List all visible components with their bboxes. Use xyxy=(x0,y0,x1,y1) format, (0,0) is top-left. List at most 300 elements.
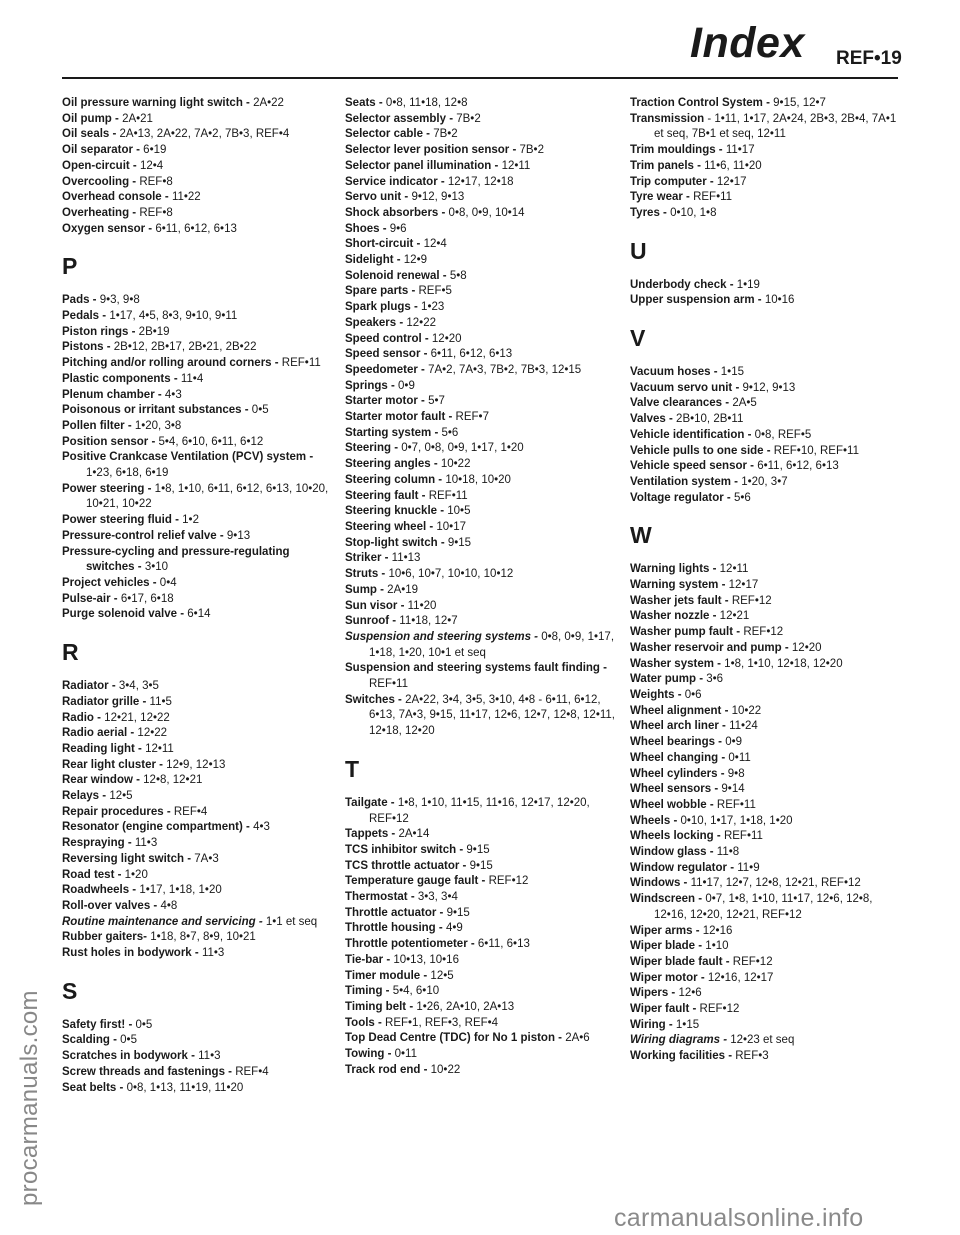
index-entry xyxy=(345,1063,617,1079)
index-entry xyxy=(345,175,617,191)
page-header xyxy=(0,0,960,80)
index-term: Tappets - xyxy=(345,828,399,841)
index-pages: 10•13, 10•16 xyxy=(393,953,459,966)
index-entry xyxy=(62,388,334,404)
index-term: Vacuum servo unit - xyxy=(630,381,743,394)
index-pages: 5•8 xyxy=(449,269,467,282)
index-entry xyxy=(345,614,617,630)
index-entry xyxy=(345,159,617,175)
index-pages: 5•4, 6•10, 6•11, 6•12 xyxy=(158,435,264,448)
index-term: Sidelight - xyxy=(345,254,404,267)
index-entry xyxy=(345,410,617,426)
index-entry xyxy=(630,190,902,206)
index-term: Tyres - xyxy=(630,206,671,219)
index-entry xyxy=(345,190,617,206)
index-term: Washer system - xyxy=(630,657,725,670)
index-entry xyxy=(630,625,902,641)
index-term: Oil seals - xyxy=(62,128,120,141)
index-term: Rust holes in bodywork - xyxy=(62,947,202,960)
index-pages: 9•14 xyxy=(721,783,745,796)
index-entry xyxy=(345,504,617,520)
index-term: Timing - xyxy=(345,985,393,998)
index-entry xyxy=(345,237,617,253)
index-term: Rear window - xyxy=(62,774,144,787)
index-term: Relays - xyxy=(62,790,110,803)
page-reference: REF•19 xyxy=(836,48,902,69)
index-term: Starter motor - xyxy=(345,395,429,408)
index-term: Speedometer - xyxy=(345,363,429,376)
index-term: Short-circuit - xyxy=(345,238,424,251)
index-entry xyxy=(62,482,334,513)
index-pages: 4•8 xyxy=(160,899,178,912)
index-pages: 11•17 xyxy=(725,144,755,157)
index-term: Open-circuit - xyxy=(62,159,140,172)
index-entry xyxy=(345,426,617,442)
index-entry xyxy=(62,883,334,899)
index-pages: 2A•21 xyxy=(122,112,153,125)
index-term: Overheating - xyxy=(62,206,140,219)
index-entry xyxy=(62,159,334,175)
index-entry xyxy=(630,845,902,861)
index-term: Solenoid renewal - xyxy=(345,269,450,282)
index-pages: 1•1 et seq xyxy=(265,915,318,928)
index-term: Wheel changing - xyxy=(630,751,729,764)
index-pages: 6•14 xyxy=(187,608,211,621)
index-pages: 11•18, 12•7 xyxy=(399,615,458,628)
index-pages: 9•12, 9•13 xyxy=(742,381,796,394)
index-entry xyxy=(630,1002,902,1018)
index-term: Speakers - xyxy=(345,316,407,329)
index-pages: 10•17 xyxy=(436,520,466,533)
index-term: Roll-over valves - xyxy=(62,899,161,912)
index-term: Throttle actuator - xyxy=(345,906,447,919)
index-term: Power steering fluid - xyxy=(62,514,183,527)
index-pages: REF•8 xyxy=(139,175,173,188)
index-entry xyxy=(62,419,334,435)
index-term: Overhead console - xyxy=(62,191,172,204)
index-term: Window glass - xyxy=(630,846,717,859)
index-pages: REF•4 xyxy=(235,1065,269,1078)
index-term: Position sensor - xyxy=(62,435,159,448)
index-entry xyxy=(630,751,902,767)
index-term: Vehicle identification - xyxy=(630,428,755,441)
index-term: Oil pump - xyxy=(62,112,123,125)
index-pages: 12•11 xyxy=(719,563,749,576)
index-term: Upper suspension arm - xyxy=(630,294,765,307)
index-term: Piston rings - xyxy=(62,325,139,338)
index-entry xyxy=(630,719,902,735)
index-entry xyxy=(345,253,617,269)
index-term: Striker - xyxy=(345,552,392,565)
index-term: Speed sensor - xyxy=(345,348,431,361)
index-term: Wiper blade fault - xyxy=(630,955,733,968)
index-term: Selector panel illumination - xyxy=(345,159,502,172)
index-term: Project vehicles - xyxy=(62,576,160,589)
index-term: Plenum chamber - xyxy=(62,388,165,401)
index-pages: 12•9 xyxy=(403,254,427,267)
index-pages: 11•8 xyxy=(716,846,740,859)
index-pages: 9•13 xyxy=(226,529,251,542)
index-term: Windows - xyxy=(630,877,691,890)
index-term: Purge solenoid valve - xyxy=(62,608,188,621)
index-entry xyxy=(345,1016,617,1032)
index-term: Scratches in bodywork - xyxy=(62,1050,199,1063)
index-entry xyxy=(62,96,334,112)
index-term: Warning system - xyxy=(630,579,729,592)
index-entry xyxy=(630,829,902,845)
index-term: Reversing light switch - xyxy=(62,852,195,865)
index-pages: 2A•13, 2A•22, 7A•2, 7B•3, REF•4 xyxy=(119,128,290,141)
index-pages: 9•15, 12•7 xyxy=(773,97,826,109)
index-pages: 5•4, 6•10 xyxy=(392,985,440,998)
index-entry xyxy=(630,159,902,175)
index-pages: REF•3 xyxy=(735,1050,769,1063)
index-term: Shock absorbers - xyxy=(345,206,449,219)
index-pages: 12•21, 12•22 xyxy=(104,711,170,724)
index-term: Oil separator - xyxy=(62,144,144,157)
index-pages: 12•21 xyxy=(719,610,750,623)
index-entry xyxy=(345,332,617,348)
index-term: Voltage regulator - xyxy=(630,491,734,504)
index-entry xyxy=(62,868,334,884)
index-pages: 1•8, 1•10, 11•15, 11•16, 12•17, 12•20, REF•12 xyxy=(369,796,590,825)
index-entry xyxy=(630,1049,902,1065)
index-term: Tie-bar - xyxy=(345,953,394,966)
index-pages: 6•19 xyxy=(143,144,167,157)
side-watermark: procarmanuals.com xyxy=(16,990,43,1206)
index-entry xyxy=(62,372,334,388)
index-term: Towing - xyxy=(345,1048,395,1061)
index-entry xyxy=(62,325,334,341)
index-pages: 1•23 xyxy=(421,301,445,314)
index-entry xyxy=(345,96,617,112)
index-term: Radio aerial - xyxy=(62,727,138,740)
index-pages: REF•1, REF•3, REF•4 xyxy=(385,1016,499,1029)
index-term: Road test - xyxy=(62,868,125,881)
index-term: Resonator (engine compartment) - xyxy=(62,821,254,834)
index-pages: 11•3 xyxy=(201,947,225,960)
index-term: Wipers - xyxy=(630,987,679,1000)
header-rule xyxy=(62,77,898,79)
index-entry xyxy=(630,206,902,222)
index-entry xyxy=(630,924,902,940)
index-entry xyxy=(630,396,902,412)
index-entry xyxy=(630,672,902,688)
index-term: Windscreen - xyxy=(630,893,706,906)
index-entry xyxy=(345,921,617,937)
index-entry xyxy=(345,693,617,740)
index-pages: REF•12 xyxy=(699,1003,740,1016)
index-term: Wiper motor - xyxy=(630,971,708,984)
index-term: Spark plugs - xyxy=(345,301,422,314)
index-entry xyxy=(62,805,334,821)
index-pages: 0•8, 11•18, 12•8 xyxy=(385,97,468,109)
index-pages: REF•11 xyxy=(716,798,756,811)
index-pages: 12•4 xyxy=(139,159,164,172)
index-pages: 7B•2 xyxy=(433,128,458,141)
index-term: Pedals - xyxy=(62,310,110,323)
index-term: Starting system - xyxy=(345,426,442,439)
index-entry xyxy=(345,269,617,285)
index-term: Selector lever position sensor - xyxy=(345,144,520,157)
index-pages: 1•20, 3•7 xyxy=(741,475,788,488)
index-term: TCS inhibitor switch - xyxy=(345,843,467,856)
index-pages: 11•24 xyxy=(729,720,758,733)
index-entry xyxy=(62,127,334,143)
index-entry xyxy=(630,562,902,578)
index-pages: 10•5 xyxy=(447,505,471,518)
index-pages: 12•4 xyxy=(423,238,447,251)
index-pages: 12•16, 12•17 xyxy=(707,971,774,984)
index-term: Safety first! - xyxy=(62,1018,136,1031)
index-pages: 10•18, 10•20 xyxy=(445,473,511,486)
index-pages: 10•22 xyxy=(731,704,762,717)
index-term: Pitching and/or rolling around corners - xyxy=(62,357,282,370)
index-term: Timer module - xyxy=(345,969,431,982)
index-pages: 12•17, 12•18 xyxy=(447,175,514,188)
index-entry xyxy=(62,309,334,325)
index-term: Tyre wear - xyxy=(630,191,694,204)
index-term: Poisonous or irritant substances - xyxy=(62,404,252,417)
index-entry xyxy=(62,852,334,868)
index-term: Steering angles - xyxy=(345,458,441,471)
index-term: Valve clearances - xyxy=(630,397,733,410)
index-entry xyxy=(345,1000,617,1016)
index-entry xyxy=(62,758,334,774)
index-pages: 0•6 xyxy=(684,688,702,701)
index-term: Switches - xyxy=(345,693,406,706)
index-pages: 6•17, 6•18 xyxy=(120,592,174,605)
index-pages: 10•16 xyxy=(764,294,795,307)
index-pages: 0•7, 1•8, 1•10, 11•17, 12•6, 12•8, 12•16, 12•20, 12•21, REF•12 xyxy=(654,893,873,921)
index-pages: 3•4, 3•5 xyxy=(118,680,159,693)
index-pages: 2A•22, 3•4, 3•5, 3•10, 4•8 - 6•11, 6•12, 6•13, 7A•3, 9•15, 11•17, 12•6, 12•7, 12•8, 12•11, 12•18, 12•20 xyxy=(369,693,615,738)
index-entry xyxy=(630,143,902,159)
index-entry xyxy=(345,583,617,599)
index-pages: 12•6 xyxy=(678,987,702,1000)
index-pages: 0•8, 0•9, 1•17, 1•18, 1•20, 10•1 et seq xyxy=(369,630,615,659)
index-entry xyxy=(62,679,334,695)
index-term: Valves - xyxy=(630,413,677,426)
index-term: Oxygen sensor - xyxy=(62,222,156,235)
index-entry xyxy=(630,365,902,381)
index-pages: REF•12 xyxy=(732,955,773,968)
index-entry xyxy=(345,394,617,410)
index-pages: 6•11, 6•12, 6•13 xyxy=(430,348,513,361)
index-term: Oil pressure warning light switch - xyxy=(62,97,254,109)
index-term: Respraying - xyxy=(62,837,135,850)
index-entry xyxy=(630,609,902,625)
index-entry xyxy=(62,726,334,742)
index-pages: 0•11 xyxy=(728,751,751,764)
index-entry xyxy=(345,551,617,567)
index-pages: 9•12, 9•13 xyxy=(411,191,465,204)
index-pages: REF•12 xyxy=(488,875,529,888)
index-pages: 1•19 xyxy=(736,278,760,291)
index-entry xyxy=(630,293,902,309)
index-entry xyxy=(345,859,617,875)
index-term: Radiator grille - xyxy=(62,695,150,708)
index-term: Traction Control System - xyxy=(630,97,774,109)
index-pages: 12•22 xyxy=(406,316,436,329)
index-entry xyxy=(630,861,902,877)
index-entry xyxy=(62,356,334,372)
index-pages: 11•22 xyxy=(171,191,201,204)
index-term: Temperature gauge fault - xyxy=(345,875,489,888)
index-term: Thermostat - xyxy=(345,891,418,904)
index-term: Vacuum hoses - xyxy=(630,366,721,379)
index-pages: 11•9 xyxy=(737,861,760,874)
index-entry xyxy=(345,874,617,890)
index-pages: REF•11 xyxy=(723,830,763,843)
index-term: Suspension and steering systems fault finding - xyxy=(345,662,607,675)
index-column-3 xyxy=(630,96,902,1065)
index-entry xyxy=(62,340,334,356)
index-entry xyxy=(345,300,617,316)
index-term: Radiator - xyxy=(62,680,119,693)
index-entry xyxy=(62,175,334,191)
index-entry xyxy=(630,782,902,798)
index-pages: 0•7, 0•8, 0•9, 1•17, 1•20 xyxy=(401,442,524,455)
index-pages: 12•22 xyxy=(137,727,168,740)
index-term: Sump - xyxy=(345,583,388,596)
footer-watermark: carmanualsonline.info xyxy=(614,1204,864,1232)
index-pages: 2A•5 xyxy=(732,397,757,410)
index-pages: 7A•2, 7A•3, 7B•2, 7B•3, 12•15 xyxy=(428,363,582,376)
index-entry xyxy=(345,222,617,238)
index-entry xyxy=(630,704,902,720)
index-entry xyxy=(345,843,617,859)
index-entry xyxy=(345,906,617,922)
index-entry xyxy=(345,969,617,985)
index-pages: 7A•3 xyxy=(194,852,219,865)
index-entry xyxy=(62,1033,334,1049)
index-pages: REF•11 xyxy=(428,489,468,502)
section-letter-v: V xyxy=(630,325,646,352)
index-pages: 0•4 xyxy=(159,576,177,589)
section-letter-p: P xyxy=(62,253,78,280)
index-pages: REF•11 xyxy=(281,357,321,370)
index-pages: 11•17, 12•7, 12•8, 12•21, REF•12 xyxy=(690,877,861,890)
index-entry xyxy=(630,175,902,191)
index-entry xyxy=(630,1033,902,1049)
index-entry xyxy=(345,984,617,1000)
index-pages: 6•11, 6•12, 6•13 xyxy=(757,460,839,473)
section-letter-w: W xyxy=(630,522,652,549)
index-pages: REF•12 xyxy=(743,626,784,639)
index-term: TCS throttle actuator - xyxy=(345,859,470,872)
index-term: Scalding - xyxy=(62,1034,121,1047)
index-term: Power steering - xyxy=(62,482,155,495)
index-entry xyxy=(630,578,902,594)
index-term: Vehicle speed sensor - xyxy=(630,460,758,473)
index-entry xyxy=(630,939,902,955)
index-entry xyxy=(62,206,334,222)
index-pages: 5•6 xyxy=(441,426,459,439)
index-pages: 12•11 xyxy=(501,159,531,172)
index-entry xyxy=(630,112,902,143)
index-pages: 0•8, 1•13, 11•19, 11•20 xyxy=(126,1081,244,1094)
index-entry xyxy=(345,441,617,457)
index-term: Wheel sensors - xyxy=(630,783,722,796)
index-term: Washer pump fault - xyxy=(630,626,744,639)
index-term: Sun visor - xyxy=(345,599,408,612)
index-pages: 7B•2 xyxy=(519,144,544,157)
index-entry xyxy=(630,955,902,971)
index-pages: REF•10, REF•11 xyxy=(773,444,859,457)
index-term: Wheel alignment - xyxy=(630,704,732,717)
index-pages: 1•26, 2A•10, 2A•13 xyxy=(416,1000,515,1013)
index-entry xyxy=(62,545,334,576)
index-pages: 0•8, REF•5 xyxy=(754,428,812,441)
index-term: Wheel cylinders - xyxy=(630,767,728,780)
index-term: Washer nozzle - xyxy=(630,610,720,623)
index-entry xyxy=(62,513,334,529)
index-pages: 1•2 xyxy=(182,514,199,527)
index-entry xyxy=(630,412,902,428)
index-pages: REF•11 xyxy=(369,678,408,691)
index-entry xyxy=(630,798,902,814)
index-entry xyxy=(630,814,902,830)
index-term: Pollen filter - xyxy=(62,419,135,432)
index-term: Vehicle pulls to one side - xyxy=(630,444,774,457)
index-pages: REF•11 xyxy=(693,191,733,204)
index-term: Seats - xyxy=(345,97,386,109)
index-pages: 12•23 et seq xyxy=(730,1034,795,1047)
index-term: Wheel bearings - xyxy=(630,736,726,749)
index-entry xyxy=(62,946,334,962)
index-entry xyxy=(630,278,902,294)
index-entry xyxy=(345,363,617,379)
index-entry xyxy=(345,284,617,300)
index-term: Routine maintenance and servicing - xyxy=(62,915,266,928)
index-pages: 2B•19 xyxy=(138,325,170,338)
index-term: Springs - xyxy=(345,379,399,392)
index-pages: 0•9 xyxy=(725,736,743,749)
index-term: Struts - xyxy=(345,568,389,581)
index-term: Wheels locking - xyxy=(630,830,724,843)
index-term: Trip computer - xyxy=(630,175,717,188)
index-pages: 12•20 xyxy=(431,332,462,345)
index-entry xyxy=(345,112,617,128)
index-pages: 9•15 xyxy=(466,843,490,856)
index-term: Wheel arch liner - xyxy=(630,720,730,733)
index-pages: 1•20 xyxy=(124,868,148,881)
index-entry xyxy=(345,937,617,953)
index-entry xyxy=(62,1081,334,1097)
index-pages: 10•22 xyxy=(430,1063,461,1076)
index-entry xyxy=(62,592,334,608)
index-pages: 1•15 xyxy=(720,366,744,379)
index-pages: 1•17, 4•5, 8•3, 9•10, 9•11 xyxy=(109,310,238,323)
index-term: Servo unit - xyxy=(345,191,412,204)
index-entry xyxy=(345,890,617,906)
index-term: Throttle potentiometer - xyxy=(345,938,478,951)
index-entry xyxy=(345,473,617,489)
index-pages: 5•7 xyxy=(428,395,445,408)
index-entry xyxy=(62,899,334,915)
index-column-1 xyxy=(62,96,334,1096)
index-entry xyxy=(345,316,617,332)
index-entry xyxy=(345,143,617,159)
index-pages: 6•11, 6•13 xyxy=(477,938,530,951)
index-pages: 9•8 xyxy=(727,767,745,780)
page-title: Index xyxy=(690,19,805,67)
index-term: Shoes - xyxy=(345,222,390,235)
index-term: Rubber gaiters- xyxy=(62,931,151,944)
index-entry xyxy=(62,1018,334,1034)
index-pages: 10•6, 10•7, 10•10, 10•12 xyxy=(388,568,514,581)
